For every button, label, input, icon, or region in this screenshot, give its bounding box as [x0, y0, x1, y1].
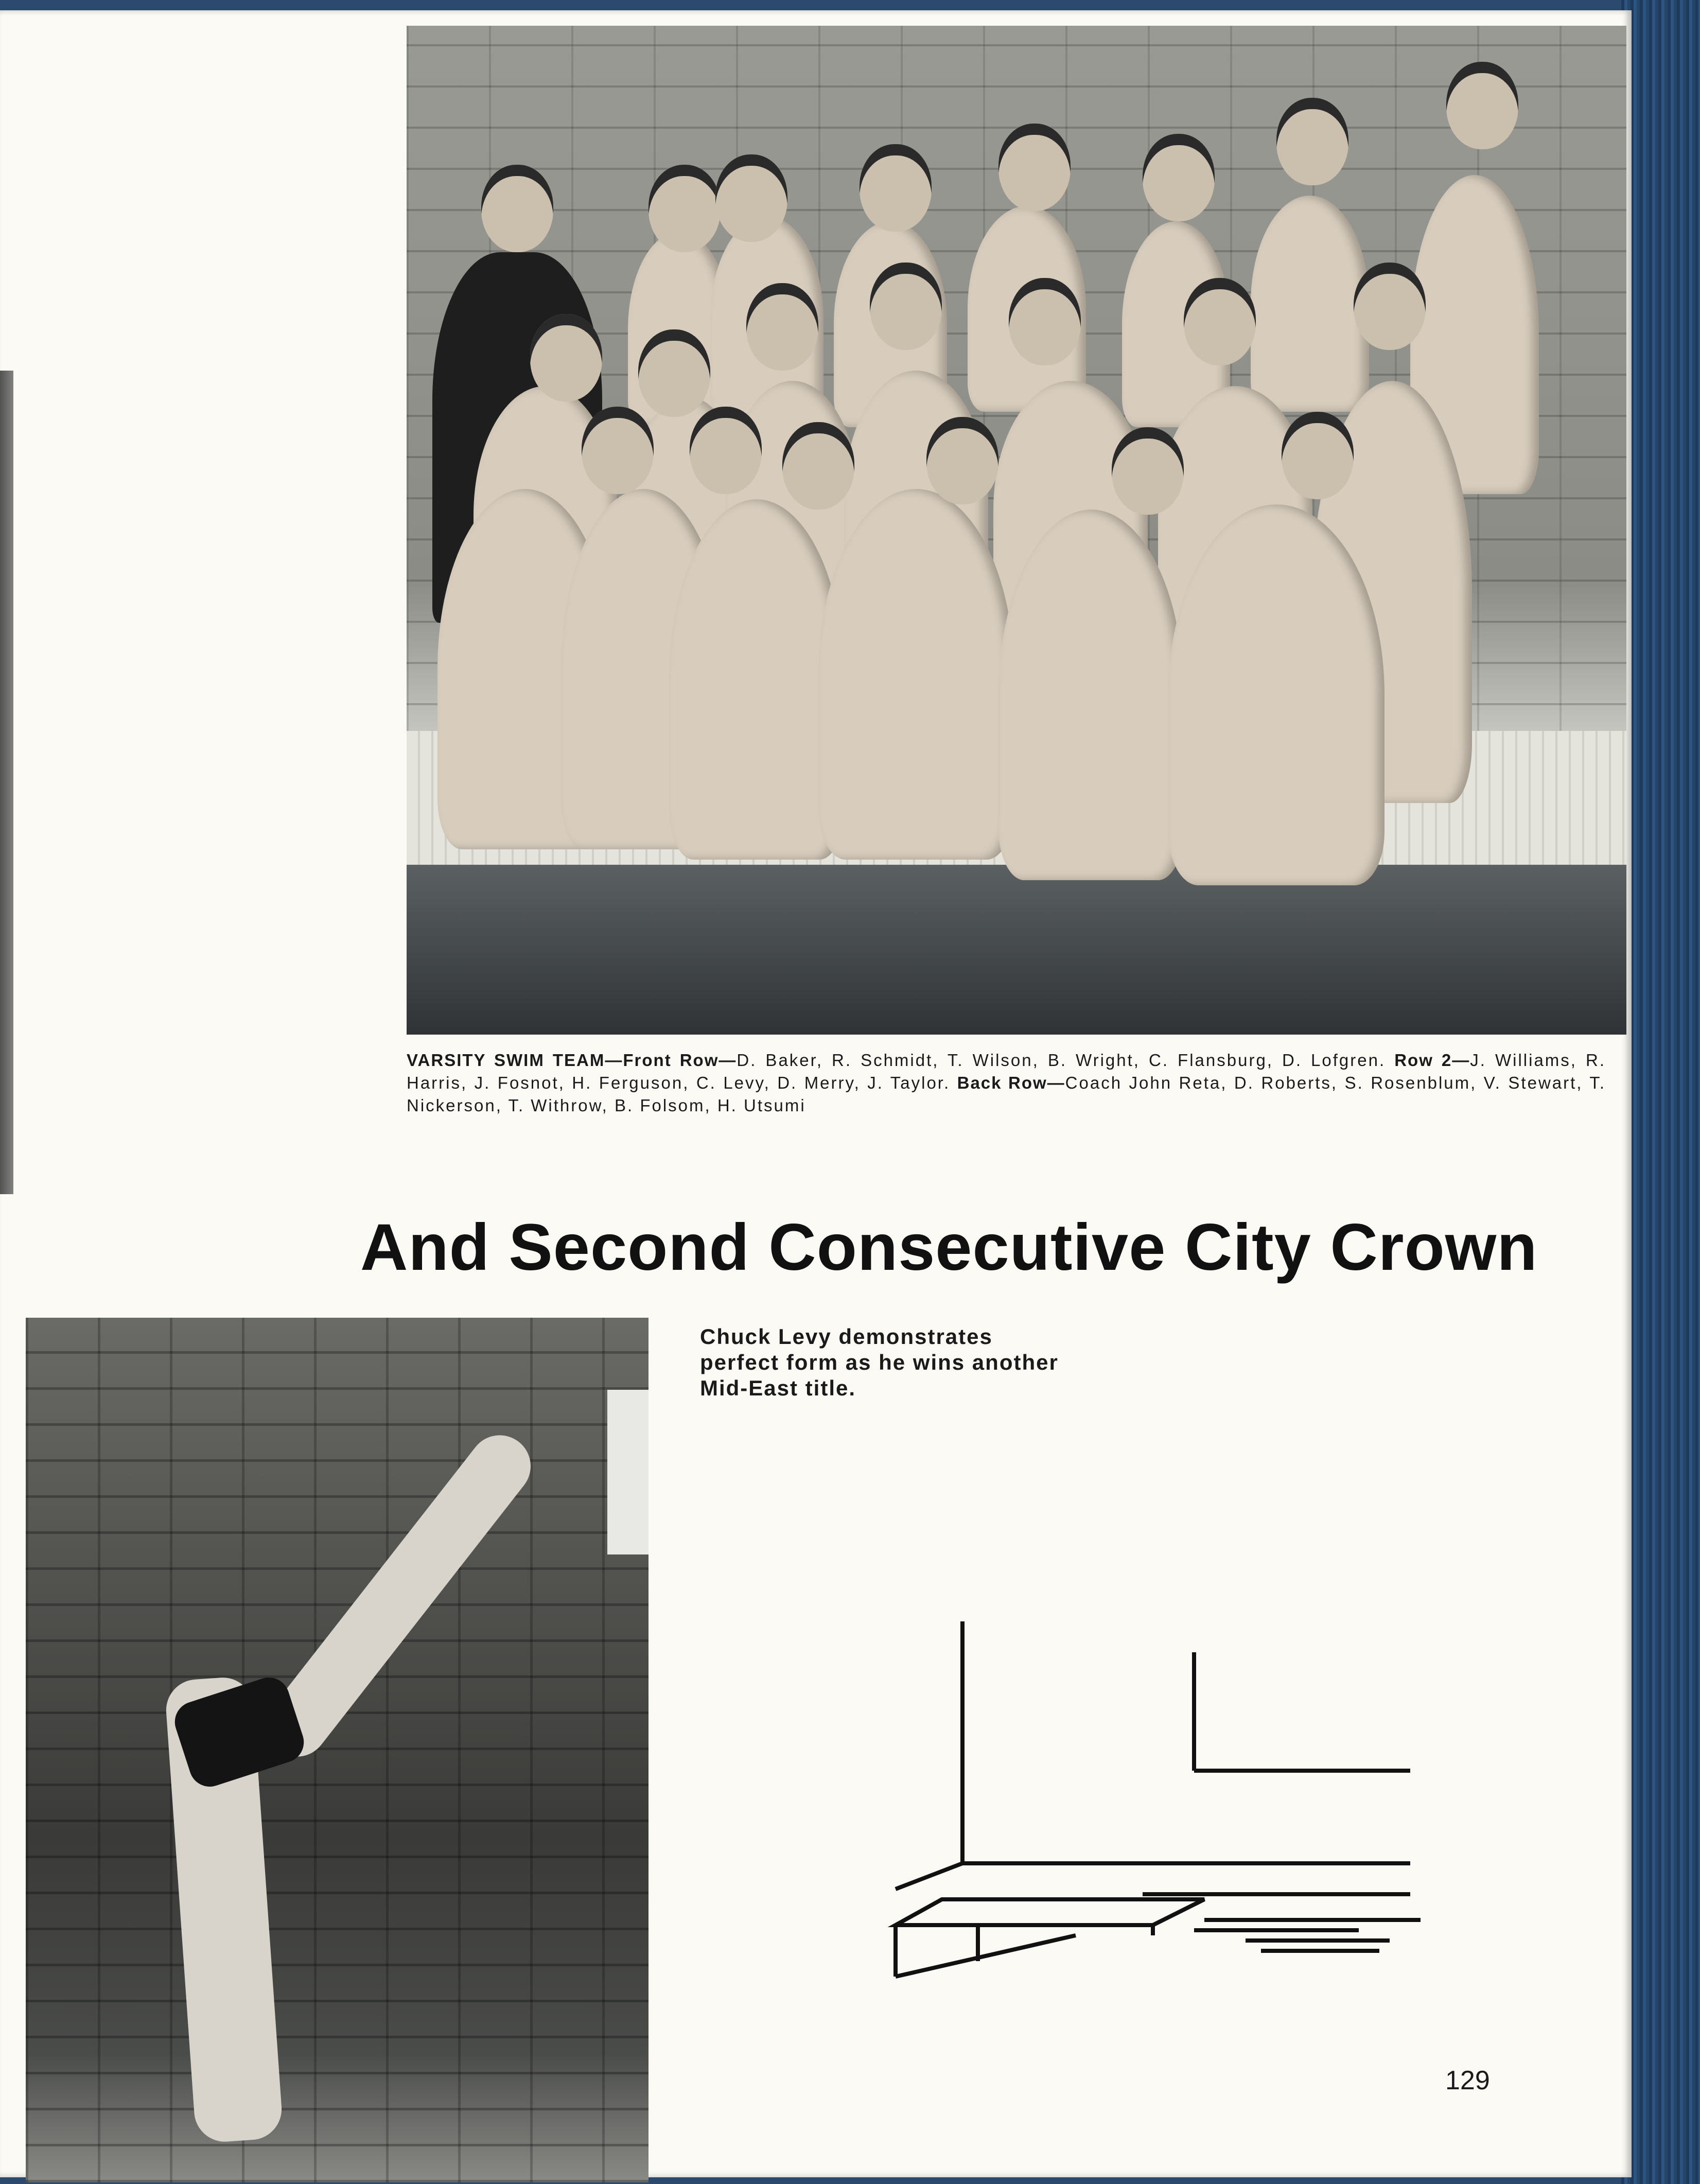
yearbook-page — [0, 10, 1632, 2177]
swimmer-figure — [1251, 196, 1369, 412]
diver-caption: Chuck Levy demonstrates perfect form as he wins another Mid-East title. — [700, 1324, 1059, 1400]
swimmer-head — [998, 124, 1071, 211]
swimmer-head — [1143, 134, 1215, 221]
swimmer-head — [1009, 278, 1081, 365]
swimmer-head — [638, 329, 710, 417]
row2-label: Row 2 — [1394, 1051, 1452, 1070]
caption-title: VARSITY SWIM TEAM — [407, 1051, 605, 1070]
swimmer-head — [860, 144, 932, 232]
swimmer-head — [582, 407, 654, 494]
swimmer-head — [1112, 427, 1184, 515]
swimmer-head — [1446, 62, 1518, 149]
back-row-label: Back Row — [957, 1073, 1047, 1092]
swimmer-head — [1184, 278, 1256, 365]
book-binding — [1621, 0, 1700, 2184]
swimmer-head — [1276, 98, 1348, 185]
swimmer-head — [782, 422, 854, 510]
page-headline: And Second Consecutive City Crown — [360, 1211, 1538, 1284]
page-edge-shadow — [0, 371, 13, 1194]
diver-legs — [254, 1423, 543, 1769]
swimmer-figure — [1168, 504, 1384, 885]
row2-names: J. Williams, R. Harris, J. Fosnot, H. Ferguson, C. Levy, D. Merry, J. Taylor. — [407, 1051, 1606, 1092]
deck-line — [896, 1935, 1076, 1977]
swimmer-figure — [998, 510, 1184, 880]
front-row-label: Front Row — [623, 1051, 719, 1070]
swimmer-figure — [669, 499, 844, 860]
swimmer-head — [715, 154, 787, 242]
swimmer-figure — [818, 489, 1014, 860]
wall-line — [896, 1863, 962, 1889]
diving-board — [896, 1899, 1204, 1925]
page-number: 129 — [1445, 2066, 1490, 2095]
swimmer-head — [746, 283, 818, 371]
coach-head — [481, 165, 553, 252]
front-row-names: D. Baker, R. Schmidt, T. Wilson, B. Wright, C. Flansburg, D. Lofgren. — [737, 1051, 1386, 1070]
swimmer-head — [530, 314, 602, 401]
swimmer-head — [926, 417, 998, 504]
diver-photo — [26, 1318, 649, 2182]
pool-water — [407, 865, 1626, 1035]
swimmer-head — [1354, 263, 1426, 350]
swimmer-head — [649, 165, 721, 252]
swim-team-photo — [407, 26, 1626, 1035]
swimmer-head — [690, 407, 762, 494]
gym-window — [607, 1390, 649, 1554]
back-row-names: Coach John Reta, D. Roberts, S. Rosenblum, V. Stewart, T. Nickerson, T. Withrow, B. Folsom, H. Utsumi — [407, 1073, 1606, 1115]
team-photo-caption: VARSITY SWIM TEAM—Front Row—D. Baker, R. Schmidt, T. Wilson, B. Wright, C. Flansburg, D. Lofgren. Row 2—J. Williams, R. Harris, J. Fosnot, H. Ferguson, C. Levy, D. Merry, J. Taylor. Back Row—Coach John Reta, D. Roberts, S. Rosenblum, V. Stewart, T. Nickerson, T. Withrow, B. Folsom, H. Utsumi — [407, 1051, 1606, 1115]
swimmer-head — [870, 263, 942, 350]
swimmer-head — [1282, 412, 1354, 499]
diving-board-illustration — [875, 1621, 1446, 2049]
